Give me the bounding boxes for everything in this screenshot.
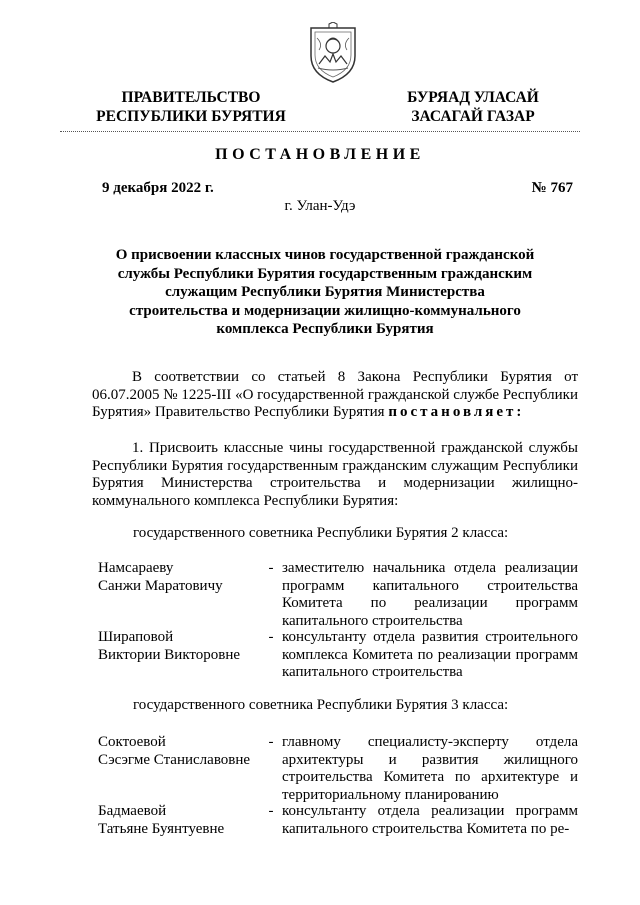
person-surname: Соктоевой <box>98 734 166 750</box>
government-name-russian <box>86 88 296 126</box>
document-subject: О присвоении классных чинов государственной гражданской службы Республики Бурятия государственным гражданским служащим Республики Бурятия Министерства строительства и модернизации жилищно-коммунального комплекса Республики Бурятия <box>115 247 535 337</box>
header-left-line2: РЕСПУБЛИКИ БУРЯТИЯ <box>96 108 286 125</box>
header-right-line1: БУРЯАД УЛАСАЙ <box>407 89 539 106</box>
header-divider <box>60 131 580 132</box>
document-city: г. Улан-Удэ <box>284 198 356 214</box>
person-position: заместителю начальника отдела реализации программ капитального строительства Комитета по реализации программ капитального строительства <box>282 560 578 629</box>
person-name <box>98 629 263 664</box>
document-date: 9 декабря 2022 г. <box>102 180 214 196</box>
government-name-buryat <box>388 88 558 126</box>
person-given-names: Сэсэгме Станиславовне <box>98 751 251 768</box>
person-position: главному специалисту-эксперту отдела архитектуры и развития жилищного строительства Комитета по архитектуре и территориальному планированию <box>282 734 578 803</box>
person-dash: - <box>268 734 274 750</box>
person-given-names: Санжи Маратовичу <box>98 577 223 594</box>
person-position: консультанту отдела реализации программ капитального строительства Комитета по ре- <box>282 803 578 837</box>
person-surname: Намсараеву <box>98 560 174 576</box>
person-position: консультанту отдела развития строительного комплекса Комитета по реализации программ капитального строительства <box>282 629 578 681</box>
document-title: ПОСТАНОВЛЕНИЕ <box>215 146 425 163</box>
person-surname: Шираповой <box>98 629 174 645</box>
header-right-line2: ЗАСАГАЙ ГАЗАР <box>411 108 535 125</box>
person-dash: - <box>268 629 274 645</box>
header-left-line1: ПРАВИТЕЛЬСТВО <box>121 89 261 106</box>
person-surname: Бадмаевой <box>98 803 167 819</box>
person-name <box>98 560 263 595</box>
preamble-decree-word: постановляет: <box>388 404 525 421</box>
clause-1-text: 1. Присвоить классные чины государственной гражданской службы Республики Бурятия государственным гражданским служащим Республики Бурятия Министерства строительства и модернизации жилищно-коммунального комплекса Республики Бурятия: <box>92 440 578 509</box>
person-name <box>98 734 263 769</box>
preamble-paragraph <box>92 369 578 422</box>
document-number: № 767 <box>531 180 573 196</box>
coat-of-arms-emblem <box>303 22 363 84</box>
person-dash: - <box>268 803 274 819</box>
person-given-names: Татьяне Буянтуевне <box>98 820 225 837</box>
person-dash: - <box>268 560 274 576</box>
class-3-heading: государственного советника Республики Бурятия 3 класса: <box>133 697 509 713</box>
clause-1-paragraph <box>92 440 578 510</box>
person-given-names: Виктории Викторовне <box>98 646 241 663</box>
preamble-text: В соответствии со статьей 8 Закона Республики Бурятия от 06.07.2005 № 1225-III «О государственной гражданской службе Республики Бурятия» Правительство Республики Бурятия <box>92 369 578 421</box>
class-2-heading: государственного советника Республики Бурятия 2 класса: <box>133 525 509 541</box>
person-name <box>98 803 263 838</box>
